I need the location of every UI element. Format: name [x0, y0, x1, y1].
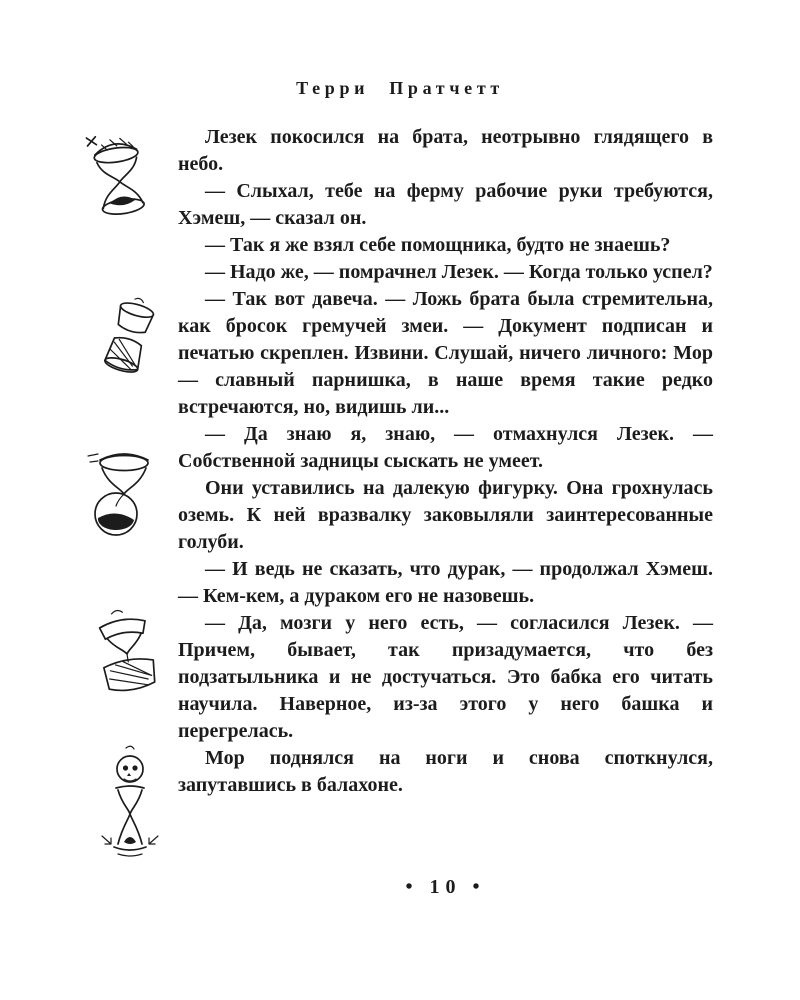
running-header: Терри Пратчетт — [296, 78, 504, 98]
hourglass-lantern-icon — [82, 606, 172, 702]
paragraph: — И ведь не сказать, что дурак, — продолжал Хэмеш. — Кем-кем, а дураком его не назовешь. — [178, 558, 713, 607]
hourglass-goblet-icon — [78, 444, 162, 544]
paragraph: Они уставились на далекую фигурку. Она грохнулась оземь. К ней вразвалку заковыляли заинтересованные голуби. — [178, 477, 713, 553]
paragraph: Лезек покосился на брата, неотрывно глядящего в небо. — [178, 126, 713, 175]
hourglass-tin-can-icon — [96, 296, 164, 382]
paragraph: Мор поднялся на ноги и снова споткнулся, запутавшись в балахоне. — [178, 747, 713, 796]
hourglass-skull-icon — [94, 744, 168, 866]
paragraph: — Да знаю я, знаю, — отмахнулся Лезек. — Собственной задницы сыскать не умеет. — [178, 423, 713, 472]
hourglass-dome-icon — [76, 128, 160, 222]
paragraph: — Слыхал, тебе на ферму рабочие руки требуются, Хэмеш, — сказал он. — [178, 180, 713, 229]
paragraph: — Так вот давеча. — Ложь брата была стремительна, как бросок гремучей змеи. — Документ подписан и печатью скреплен. Извини. Слушай, ничего личного: Мор — славный парнишка, в наше время такие редко встречаются, но, видишь ли... — [178, 288, 713, 418]
paragraph: — Так я же взял себе помощника, будто не знаешь? — [205, 234, 671, 256]
body-text — [178, 124, 713, 799]
paragraph: — Надо же, — помрачнел Лезек. — Когда только успел? — [205, 261, 713, 283]
paragraph: — Да, мозги у него есть, — согласился Лезек. — Причем, бывает, так призадумается, что без подзатыльника и не достучаться. Это бабка его читать научила. Наверное, из-за этого у него башка и перегрелась. — [178, 612, 713, 742]
page-number: • 10 • — [405, 876, 486, 898]
